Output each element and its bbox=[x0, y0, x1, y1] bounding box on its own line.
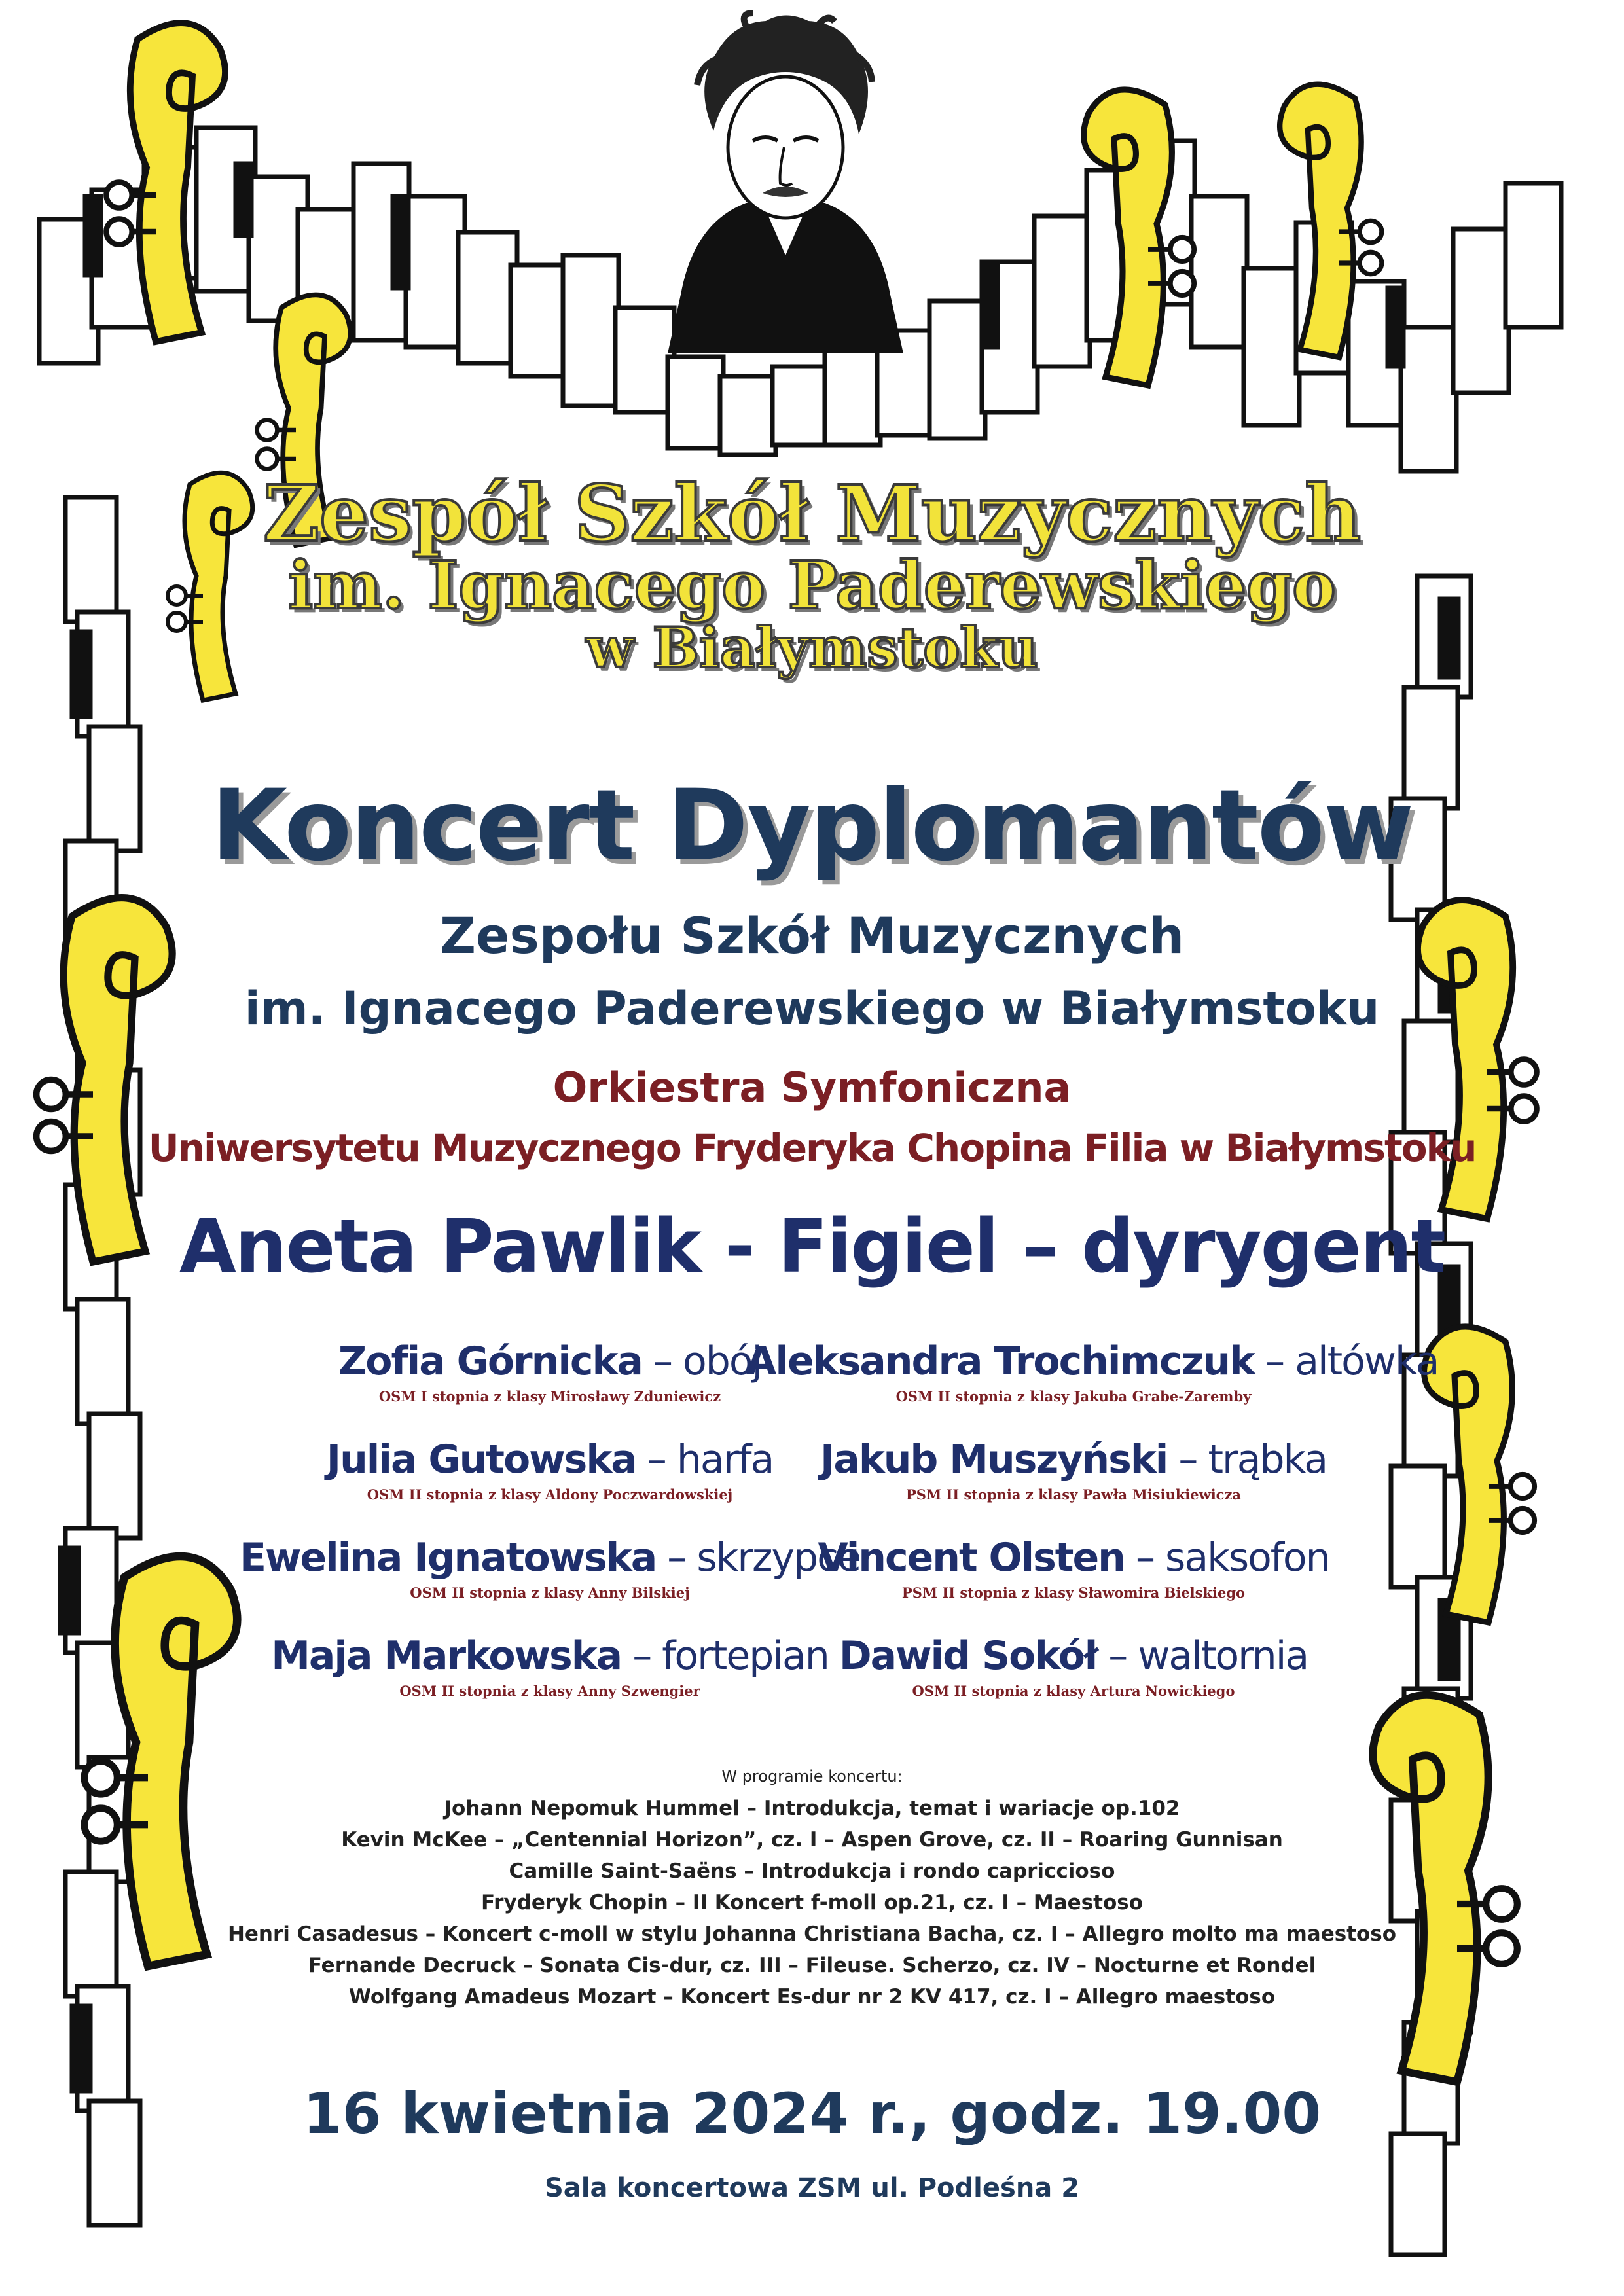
piano-key bbox=[982, 262, 998, 347]
piano-key bbox=[1401, 327, 1456, 471]
program-item: Fernande Decruck – Sonata Cis-dur, cz. III – Fileuse. Scherzo, cz. IV – Nocturne et Rondel bbox=[308, 1954, 1316, 1977]
school-name-line3: w Białymstoku bbox=[586, 615, 1038, 680]
subtitle-line2: im. Ignacego Paderewskiego w Białymstoku bbox=[244, 982, 1380, 1035]
piano-key bbox=[60, 1548, 79, 1633]
soloist-instrument: – trąbka bbox=[1178, 1437, 1327, 1482]
soloist-name: Zofia Górnicka bbox=[338, 1338, 642, 1384]
soloist-class: OSM II stopnia z klasy Jakuba Grabe-Zaremby bbox=[895, 1388, 1252, 1405]
program-item: Henri Casadesus – Koncert c-moll w stylu Johanna Christiana Bacha, cz. I – Allegro molto ma maestoso bbox=[227, 1922, 1397, 1946]
soloist-class: OSM II stopnia z klasy Anny Bilskiej bbox=[410, 1585, 690, 1601]
school-name-line2: im. Ignacego Paderewskiego bbox=[288, 547, 1336, 624]
program-item: Kevin McKee – „Centennial Horizon”, cz. I – Aspen Grove, cz. II – Roaring Gunnisan bbox=[341, 1828, 1283, 1852]
piano-key bbox=[1388, 288, 1403, 367]
subtitle-line1: Zespołu Szkół Muzycznych bbox=[439, 906, 1185, 965]
piano-key bbox=[1034, 216, 1090, 367]
soloist bbox=[746, 1338, 1439, 1405]
paderewski-portrait bbox=[655, 7, 916, 353]
soloist-name: Maja Markowska bbox=[271, 1633, 622, 1679]
soloist bbox=[746, 1535, 1401, 1601]
soloist-instrument: – waltornia bbox=[1108, 1633, 1308, 1679]
soloist-class: OSM II stopnia z klasy Anny Szwengier bbox=[399, 1683, 700, 1699]
soloist-class: PSM II stopnia z klasy Pawła Misiukiewicza bbox=[905, 1486, 1242, 1503]
soloist-name: Ewelina Ignatowska bbox=[239, 1535, 657, 1581]
piano-key bbox=[668, 357, 723, 448]
conductor: Aneta Pawlik - Figiel – dyrygent bbox=[179, 1204, 1445, 1289]
soloist-instrument: – obój bbox=[653, 1338, 762, 1384]
piano-key bbox=[1506, 183, 1561, 327]
piano-key bbox=[1244, 268, 1299, 425]
soloist-name: Vincent Olsten bbox=[818, 1535, 1125, 1581]
piano-key bbox=[85, 196, 101, 275]
event-date-time: 16 kwietnia 2024 r., godz. 19.00 bbox=[302, 2081, 1322, 2147]
piano-key bbox=[825, 347, 880, 445]
soloist-class: OSM II stopnia z klasy Artura Nowickiego bbox=[912, 1683, 1235, 1699]
piano-key bbox=[511, 265, 566, 376]
piano-key bbox=[77, 1299, 128, 1424]
soloist-name: Jakub Muszyński bbox=[820, 1437, 1168, 1482]
soloist bbox=[746, 1437, 1401, 1503]
soloist-class: OSM II stopnia z klasy Aldony Poczwardowskiej bbox=[367, 1486, 733, 1503]
program-item: Johann Nepomuk Hummel – Introdukcja, temat i wariacje op.102 bbox=[444, 1797, 1180, 1820]
soloist-instrument: – saksofon bbox=[1135, 1535, 1329, 1581]
piano-key bbox=[772, 367, 828, 445]
piano-key bbox=[929, 301, 985, 439]
orchestra-line1: Orkiestra Symfoniczna bbox=[552, 1064, 1072, 1111]
piano-key bbox=[1453, 229, 1509, 393]
soloist-name: Aleksandra Trochimczuk bbox=[746, 1338, 1255, 1384]
piano-key bbox=[1191, 196, 1247, 347]
soloist-class: PSM II stopnia z klasy Sławomira Bielskiego bbox=[901, 1585, 1246, 1601]
soloist-instrument: – fortepian bbox=[632, 1633, 829, 1679]
piano-key bbox=[72, 2006, 90, 2091]
program-label: W programie koncertu: bbox=[721, 1767, 903, 1785]
program-item: Camille Saint-Saëns – Introdukcja i rondo capriccioso bbox=[509, 1859, 1115, 1883]
soloist-instrument: – altówka bbox=[1265, 1338, 1439, 1384]
event-venue: Sala koncertowa ZSM ul. Podleśna 2 bbox=[544, 2173, 1080, 2203]
soloist bbox=[746, 1633, 1401, 1699]
program-item: Wolfgang Amadeus Mozart – Koncert Es-dur nr 2 KV 417, cz. I – Allegro maestoso bbox=[348, 1985, 1276, 2009]
piano-key bbox=[720, 376, 776, 455]
piano-key bbox=[89, 1414, 140, 1538]
orchestra-line2: Uniwersytetu Muzycznego Fryderyka Chopina Filia w Białymstoku bbox=[148, 1126, 1476, 1170]
program-item: Fryderyk Chopin – II Koncert f-moll op.21, cz. I – Maestoso bbox=[480, 1891, 1144, 1914]
soloist-instrument: – harfa bbox=[647, 1437, 774, 1482]
soloist-class: OSM I stopnia z klasy Mirosławy Zduniewicz bbox=[378, 1388, 721, 1405]
soloist-name: Julia Gutowska bbox=[326, 1437, 636, 1482]
soloist-name: Dawid Sokół bbox=[839, 1633, 1098, 1679]
event-title: Koncert Dyplomantów bbox=[211, 769, 1413, 883]
soloist-instrument: – skrzypce bbox=[667, 1535, 861, 1581]
piano-key bbox=[393, 196, 408, 288]
piano-key bbox=[563, 255, 619, 406]
school-name-line1: Zespół Szkół Muzycznych bbox=[262, 468, 1362, 559]
piano-key bbox=[236, 164, 251, 236]
